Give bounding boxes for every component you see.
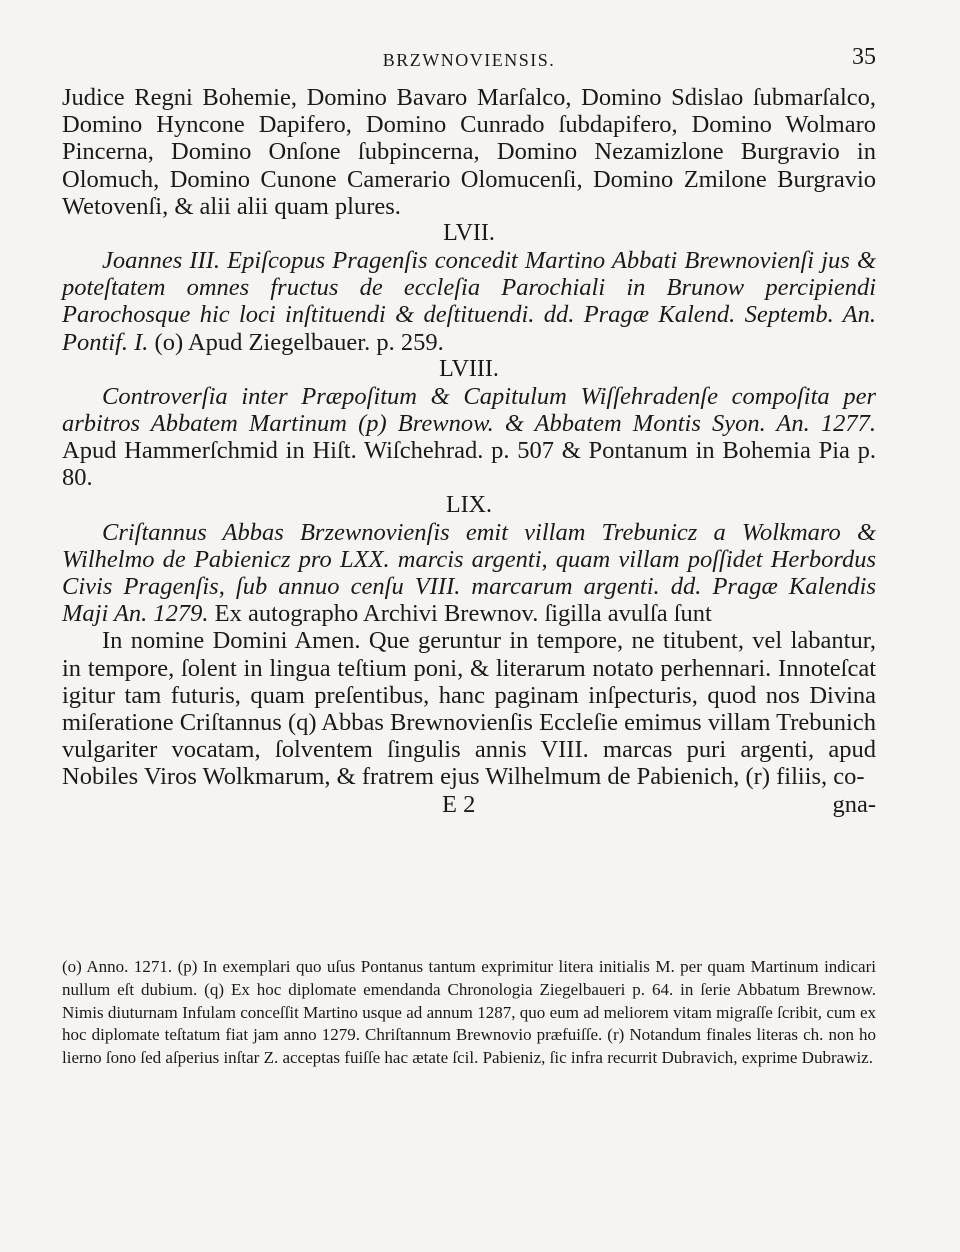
footnote-text: (o) Anno. 1271. (p) In exemplari quo uſus Pontanus tantum exprimitur litera initialis M. per quam Martinum indicari nullum eſt dubium. (q) Ex hoc diplomate emendanda Chronologia Ziegelbaueri p. 64. in ſerie Abbatum Brewnow. Nimis diuturnam Infulam conceſſit Martino usque ad annum 1287, quo eum ad meliorem vitam migraſſe ſcribit, cum ex hoc diplomate teſtatum fiat jam anno 1279. Chriſtannum Brewnovio præfuiſſe. (r) Notandum finales literas ch. non ho lierno ſono ſed aſperius inſtar Z. acceptas fuiſſe hac ætate ſcil. Pabieniz, ſic infra recurrit Dubravich, exprime Dubrawiz. [62,957,876,1068]
charter-58-source: Apud Hammerſchmid in Hiſt. Wiſchehrad. p. 507 & Pontanum in Bohemia Pia p. 80. [62,437,876,492]
charter-58-regest: Controverſia inter Præpoſitum & Capitulum Wiſſehradenſe compoſita per arbitros Abbatem Martinum (p) Brewnow. & Abbatem Montis Syon. An. 1277. [62,382,876,438]
charter-57-number: LVII. [443,220,495,247]
page-header [62,44,876,80]
charter-58-number: LVIII. [439,355,499,382]
running-head: BRZWNOVIENSIS. [382,50,556,70]
charter-59-regest: Criſtannus Abbas Brzewnovienſis emit villam Trebunicz a Wolkmaro & Wilhelmo de Pabienicz pro LXX. marcis argenti, quam villam poſſidet Herbordus Civis Pragenſis, ſub annuo cenſu VIII. marcarum argenti. dd. Pragæ Kalendis Maji An. 1279. [62,518,876,628]
continuation-paragraph: Judice Regni Bohemie, Domino Bavaro Marſalco, Domino Sdislao ſubmarſalco, Domino Hyncone Dapifero, Domino Cunrado ſubdapifero, Domino Wolmaro Pincerna, Domino Onſone ſubpincerna, Domino Nezamizlone Burgravio in Olomuch, Domino Cunone Camerario Olomucenſi, Domino Zmilone Burgravio Wetovenſi, & alii alii quam plures. [62,84,876,220]
signature-mark: E 2 [442,790,476,818]
page-number: 35 [852,44,876,70]
charter-59-source: Ex autographo Archivi Brewnov. ſigilla avulſa ſunt [214,600,712,628]
main-text [62,84,876,818]
charter-59-entry [62,519,876,628]
catchword: gna- [832,790,876,818]
signature-line [62,791,876,818]
charter-58-entry [62,383,876,492]
charter-57-regest: Joannes III. Epiſcopus Pragenſis concedit Martino Abbati Brewnovienſi jus & poteſtatem omnes fructus de eccleſia Parochiali in Brunow percipiendi Parochosque hic loci inſtituendi & deſtituendi. dd. Pragæ Kalend. Septemb. An. Pontif. I. [62,247,876,356]
charter-57-source: (o) Apud Ziegelbauer. p. 259. [154,328,444,356]
charter-59-number: LIX. [446,491,492,518]
charter-57-entry [62,247,876,356]
charter-59-text: In nomine Domini Amen. Que geruntur in tempore, ne titubent, vel labantur, in tempore, ſolent in lingua teſtium poni, & literarum notato perhennari. Innoteſcat igitur tam futuris, quam preſentibus, hanc paginam inſpecturis, quod nos Divina miſeratione Criſtannus (q) Abbas Brewnovienſis Eccleſie emimus villam Trebunich vulgariter vocatam, ſolventem ſingulis annis VIII. marcas puri argenti, apud Nobiles Viros Wolkmarum, & fratrem ejus Wilhelmum de Pabienich, (r) filiis, co- [62,627,876,791]
footnotes [62,956,876,1070]
